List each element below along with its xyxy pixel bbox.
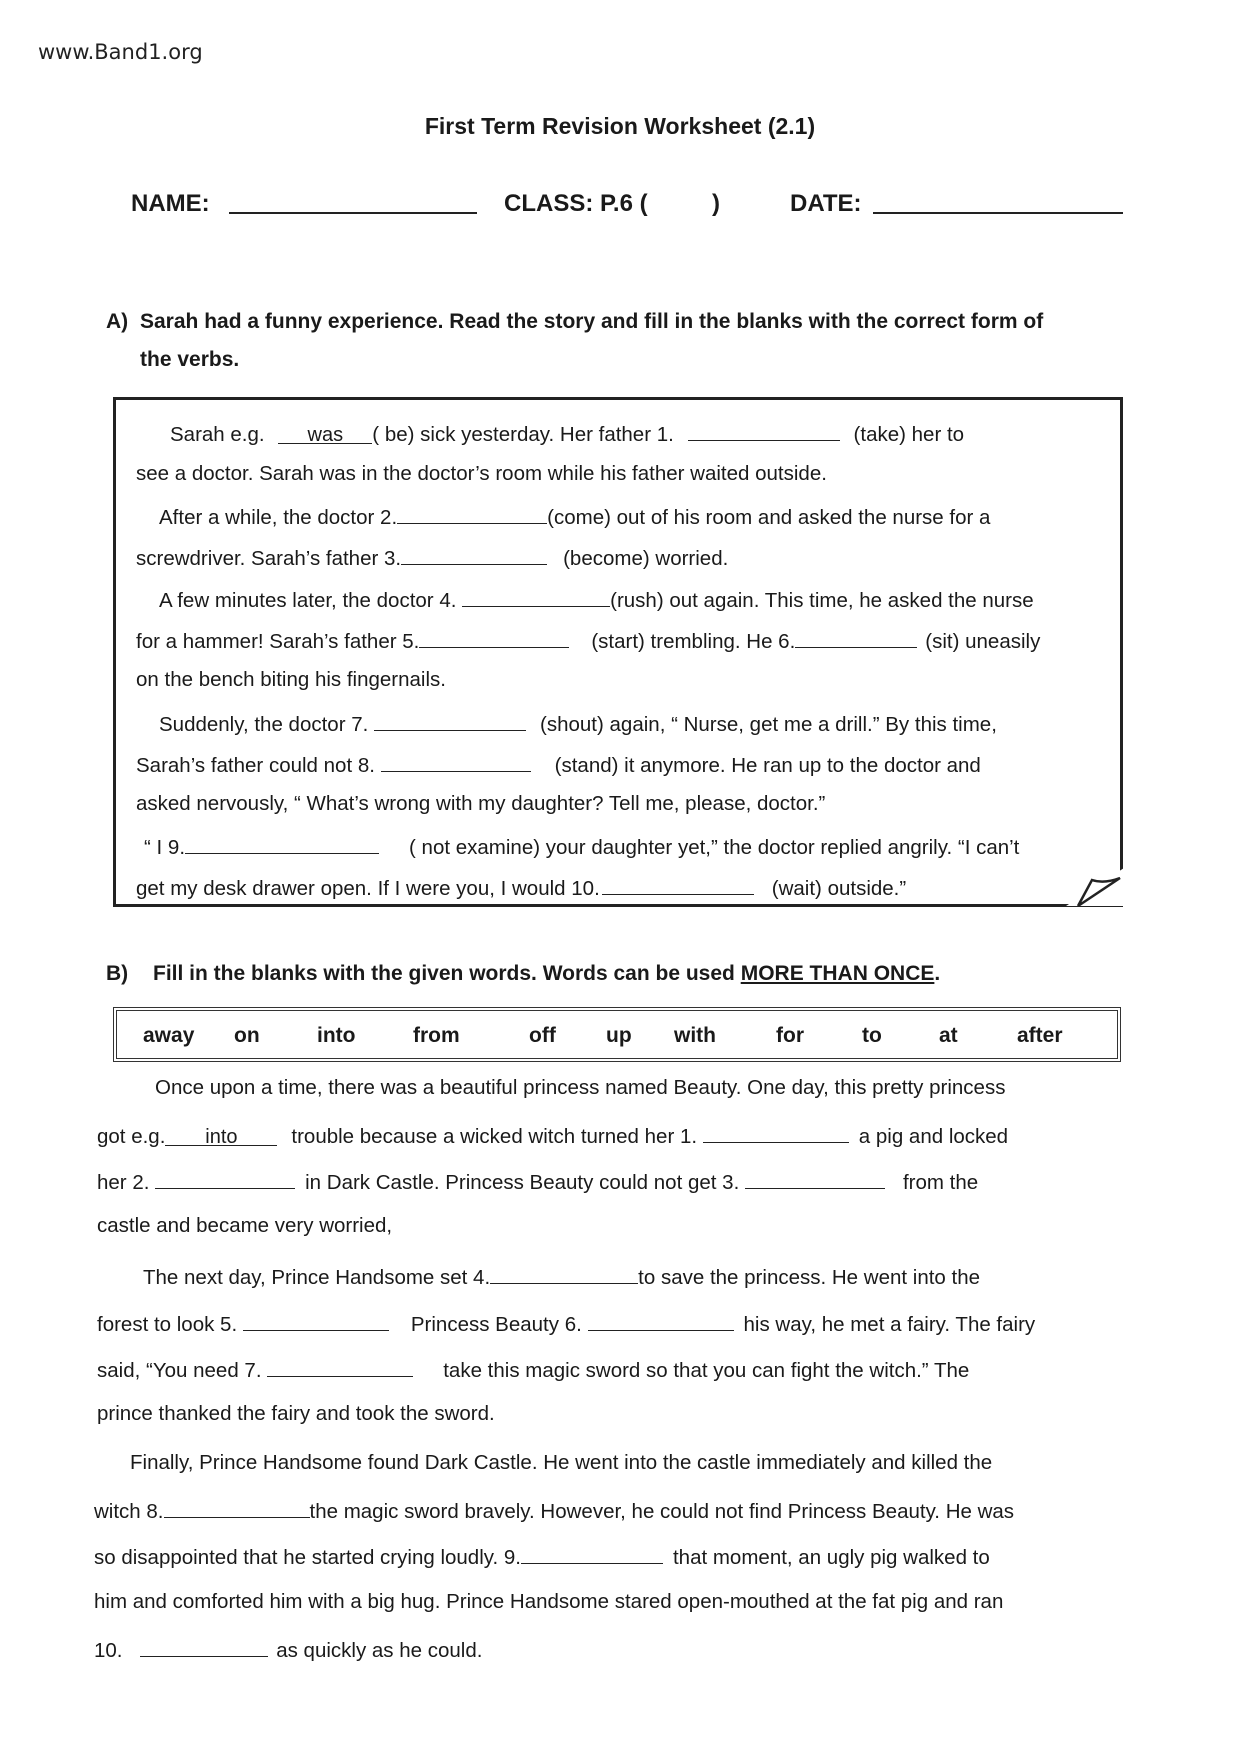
word-bank-item: from bbox=[413, 1024, 460, 1047]
class-close-paren: ) bbox=[712, 190, 720, 217]
blank-b-2[interactable] bbox=[155, 1168, 295, 1189]
blank-a-5[interactable] bbox=[419, 627, 569, 648]
story-a-line-1: Sarah e.g. was ( be) sick yesterday. Her father 1. (take) her to bbox=[170, 420, 964, 447]
name-field[interactable] bbox=[229, 212, 477, 214]
blank-b-3[interactable] bbox=[745, 1168, 885, 1189]
story-b-line-8: prince thanked the fairy and took the sword. bbox=[97, 1402, 495, 1425]
page-curl-icon bbox=[1064, 868, 1124, 908]
story-a-line-9: Sarah’s father could not 8. (stand) it anymore. He ran up to the doctor and bbox=[136, 751, 981, 778]
story-b-line-11: so disappointed that he started crying loudly. 9. that moment, an ugly pig walked to bbox=[94, 1543, 990, 1570]
section-a-instruction-1: Sarah had a funny experience. Read the story and fill in the blanks with the correct form of bbox=[140, 310, 1044, 333]
word-bank-item: at bbox=[939, 1024, 958, 1047]
blank-a-7[interactable] bbox=[374, 710, 526, 731]
section-b-instruction: Fill in the blanks with the given words. Words can be used MORE THAN ONCE. bbox=[153, 962, 941, 985]
story-a-line-5: A few minutes later, the doctor 4. (rush) out again. This time, he asked the nurse bbox=[159, 586, 1034, 613]
section-a-instruction-2: the verbs. bbox=[140, 348, 240, 371]
story-a-line-3: After a while, the doctor 2. (come) out of his room and asked the nurse for a bbox=[159, 503, 990, 530]
story-a-line-2: see a doctor. Sarah was in the doctor’s room while his father waited outside. bbox=[136, 462, 827, 485]
story-a-line-6: for a hammer! Sarah’s father 5. (start) trembling. He 6. (sit) uneasily bbox=[136, 627, 1040, 654]
emphasis-more-than-once: MORE THAN ONCE bbox=[740, 962, 935, 985]
word-bank-item: for bbox=[776, 1024, 804, 1047]
section-a-label: A) bbox=[106, 310, 129, 333]
word-bank-item: away bbox=[143, 1024, 195, 1047]
blank-a-8[interactable] bbox=[381, 751, 531, 772]
story-b-line-6: forest to look 5. Princess Beauty 6. his way, he met a fairy. The fairy bbox=[97, 1310, 1035, 1337]
story-a-line-4: screwdriver. Sarah’s father 3. (become) worried. bbox=[136, 544, 728, 571]
word-bank bbox=[113, 1007, 1121, 1062]
blank-b-8[interactable] bbox=[164, 1497, 310, 1518]
blank-a-4[interactable] bbox=[462, 586, 610, 607]
section-b-label: B) bbox=[106, 962, 129, 985]
example-blank-b: into bbox=[165, 1125, 277, 1146]
word-bank-item: off bbox=[529, 1024, 556, 1047]
blank-a-10[interactable] bbox=[602, 874, 754, 895]
story-a-line-12: get my desk drawer open. If I were you, I would 10. (wait) outside.” bbox=[136, 874, 906, 901]
story-a-line-7: on the bench biting his fingernails. bbox=[136, 668, 446, 691]
blank-a-9[interactable] bbox=[185, 833, 379, 854]
story-a-line-11: “ I 9. ( not examine) your daughter yet,” the doctor replied angrily. “I can’t bbox=[144, 833, 1019, 860]
story-b-line-9: Finally, Prince Handsome found Dark Castle. He went into the castle immediately and killed the bbox=[130, 1451, 993, 1474]
blank-b-5[interactable] bbox=[243, 1310, 389, 1331]
word-bank-item: after bbox=[1017, 1024, 1063, 1047]
word-bank-item: on bbox=[234, 1024, 260, 1047]
story-a-line-8: Suddenly, the doctor 7. (shout) again, “ Nurse, get me a drill.” By this time, bbox=[159, 710, 997, 737]
word-bank-item: into bbox=[317, 1024, 356, 1047]
story-b-line-2: got e.g. into trouble because a wicked witch turned her 1. a pig and locked bbox=[97, 1122, 1008, 1149]
blank-a-3[interactable] bbox=[401, 544, 547, 565]
story-b-line-4: castle and became very worried, bbox=[97, 1214, 393, 1237]
blank-a-1[interactable] bbox=[688, 420, 840, 441]
name-label: NAME: bbox=[131, 190, 210, 217]
story-b-line-12: him and comforted him with a big hug. Prince Handsome stared open-mouthed at the fat pig and ran bbox=[94, 1590, 1004, 1613]
example-blank: was bbox=[278, 423, 372, 444]
blank-b-7[interactable] bbox=[267, 1356, 413, 1377]
blank-b-4[interactable] bbox=[490, 1263, 638, 1284]
story-b-line-1: Once upon a time, there was a beautiful princess named Beauty. One day, this pretty princess bbox=[155, 1076, 1006, 1099]
worksheet-title: First Term Revision Worksheet (2.1) bbox=[424, 113, 816, 139]
story-a-line-10: asked nervously, “ What’s wrong with my daughter? Tell me, please, doctor.” bbox=[136, 792, 826, 815]
story-b-line-13: 10. as quickly as he could. bbox=[94, 1636, 482, 1663]
blank-b-6[interactable] bbox=[588, 1310, 734, 1331]
date-label: DATE: bbox=[790, 190, 862, 217]
blank-b-10[interactable] bbox=[140, 1636, 268, 1657]
story-b-line-10: witch 8. the magic sword bravely. However, he could not find Princess Beauty. He was bbox=[94, 1497, 1014, 1524]
site-watermark: www.Band1.org bbox=[38, 40, 203, 64]
class-label: CLASS: P.6 ( bbox=[504, 190, 648, 217]
blank-a-6[interactable] bbox=[795, 627, 917, 648]
word-bank-item: up bbox=[606, 1024, 632, 1047]
blank-b-9[interactable] bbox=[521, 1543, 663, 1564]
blank-a-2[interactable] bbox=[397, 503, 547, 524]
word-bank-item: to bbox=[862, 1024, 882, 1047]
story-b-line-7: said, “You need 7. take this magic sword so that you can fight the witch.” The bbox=[97, 1356, 969, 1383]
story-b-line-5: The next day, Prince Handsome set 4. to save the princess. He went into the bbox=[143, 1263, 980, 1290]
blank-b-1[interactable] bbox=[703, 1122, 849, 1143]
story-b-line-3: her 2. in Dark Castle. Princess Beauty could not get 3. from the bbox=[97, 1168, 978, 1195]
date-field[interactable] bbox=[873, 212, 1123, 214]
word-bank-item: with bbox=[674, 1024, 716, 1047]
